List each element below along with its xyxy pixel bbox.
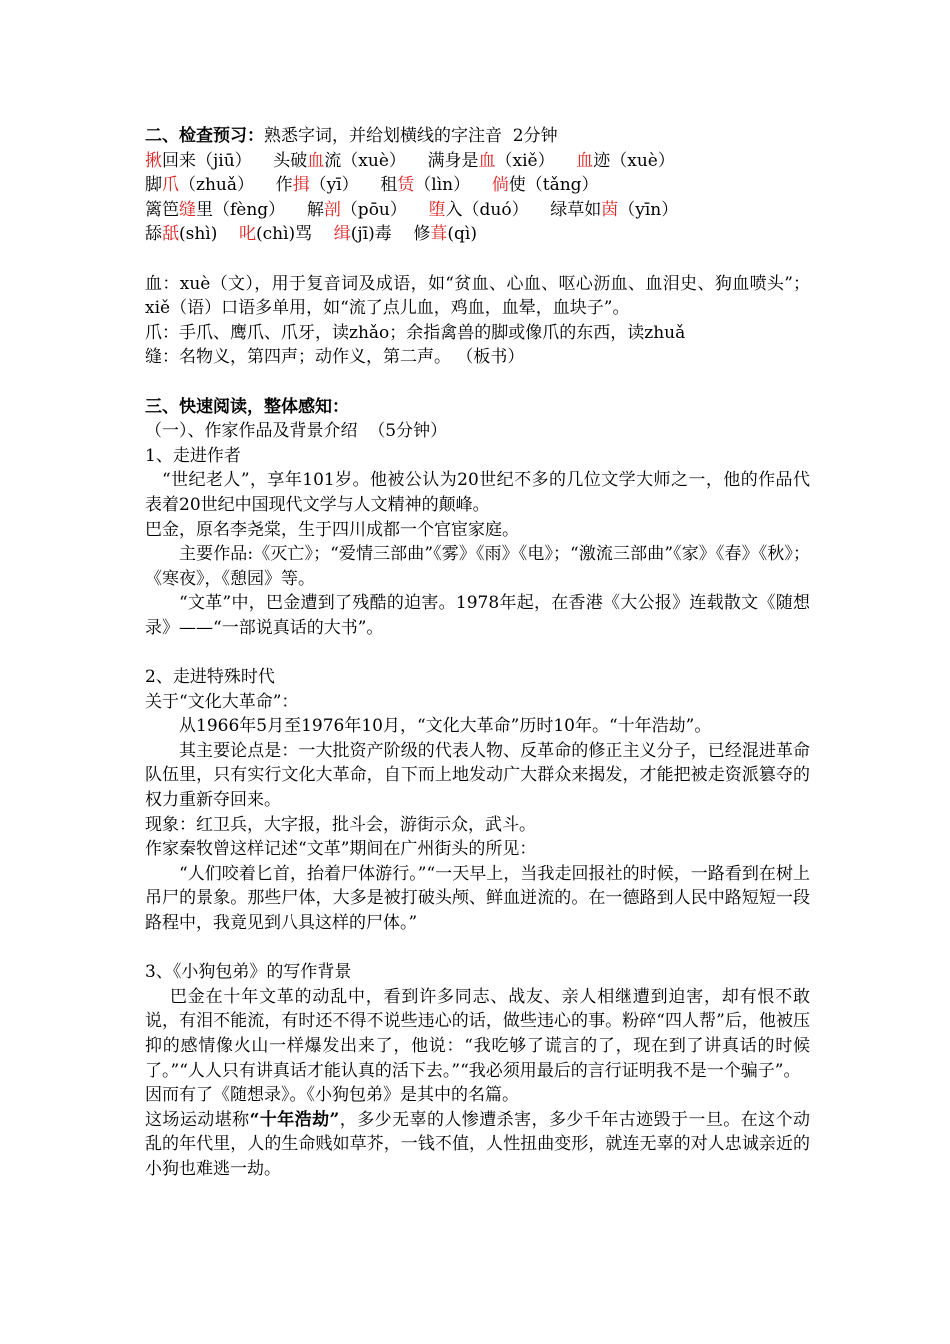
- pinyin-word: [145, 200, 285, 220]
- target-character: 茵: [601, 199, 619, 220]
- word-suffix-with-pinyin: 里（fèng）: [196, 199, 286, 220]
- word-prefix: 作: [275, 175, 293, 196]
- pinyin-word: [276, 175, 359, 195]
- note-xue: 血：xuè（文），用于复音词及成语，如“贫血、心血、呕心沥血、血泪史、狗血喷头”；xiě（语）口语多单用，如“流了点儿血，鸡血，血晕，血块子”。: [145, 273, 810, 319]
- word-suffix-with-pinyin: 迹（xuè）: [593, 150, 675, 171]
- section1-title: 1、走进作者: [145, 445, 241, 466]
- target-character: 葺: [430, 224, 448, 245]
- pinyin-row: [145, 198, 810, 223]
- pinyin-row: [145, 173, 810, 198]
- target-character: 舐: [162, 224, 179, 245]
- section1-para4: “文革”中，巴金遭到了残酷的迫害。1978年起，在香港《大公报》连载散文《随想录》——“一部说真话的大书”。: [145, 593, 810, 638]
- word-suffix-with-pinyin: 回来（jiū）: [162, 150, 252, 171]
- section2-para4: 作家秦牧曾这样记述“文革”期间在广州街头的所见：: [145, 839, 537, 860]
- preview-heading-line: [145, 124, 810, 149]
- section2-quote: “人们咬着匕首，抬着尸体游行。”“一天早上，当我走回报社的时候，一路看到在树上吊尸的景象。那些尸体，大多是被打破头颅、鲜血迸流的。在一德路到人民中路短短一段路程中，我竟见到八具这样的尸体。”: [145, 863, 810, 933]
- pinyin-word: [145, 175, 254, 195]
- word-suffix-with-pinyin: （yīn）: [618, 199, 679, 220]
- pinyin-word: [380, 175, 470, 195]
- pinyin-row: [145, 149, 810, 174]
- word-suffix-with-pinyin: (qì): [447, 224, 477, 245]
- section1-works: 主要作品:《灭亡》；“爱情三部曲”《雾》《雨》《电》；“激流三部曲”《家》《春》《秋》；《寒夜》，《憩园》等。: [145, 544, 810, 589]
- word-suffix-with-pinyin: (jī)毒: [350, 224, 392, 245]
- word-suffix-with-pinyin: （lìn）: [414, 175, 471, 196]
- section3-para3-lead: 这场运动堪称: [145, 1109, 250, 1130]
- pinyin-word: [145, 151, 252, 171]
- section2-title: 2、走进特殊时代: [145, 667, 275, 688]
- word-suffix-with-pinyin: （xiě）: [495, 150, 555, 171]
- section3-para3: [145, 1108, 810, 1182]
- word-prefix: 租: [380, 175, 398, 196]
- target-character: 叱: [239, 224, 256, 245]
- word-prefix: 满身是: [427, 150, 479, 171]
- word-prefix: 舔: [145, 224, 162, 245]
- section3-para3-rest: ，多少无辜的人惨遭杀害，多少千年古迹毁于一旦。在这个动乱的年代里，人的生命贱如草芥，一钱不值，人性扭曲变形，就连无辜的对人忠诚亲近的小狗也难逃一劫。: [145, 1109, 811, 1179]
- pinyin-word: [273, 151, 406, 171]
- pinyin-word: [307, 200, 407, 220]
- preview-instruction: 熟悉字词，并给划横线的字注音 2分钟: [264, 126, 558, 146]
- section2-about: 关于“文化大革命”：: [145, 691, 299, 712]
- pinyin-word: [334, 224, 392, 244]
- note-zhua: 爪：手爪、鹰爪、爪牙，读zhǎo；余指禽兽的脚或像爪的东西，读zhuǎ: [145, 322, 686, 343]
- pinyin-row: [145, 222, 810, 247]
- target-character: 血: [478, 150, 496, 171]
- word-suffix-with-pinyin: 使（tǎng）: [508, 175, 599, 196]
- word-suffix-with-pinyin: (chì)骂: [256, 224, 313, 245]
- section3-para2: 因而有了《随想录》。《小狗包弟》是其中的名篇。: [145, 1085, 519, 1106]
- preview-heading: 二、检查预习：: [145, 126, 264, 146]
- word-suffix-with-pinyin: 入（duó）: [445, 199, 529, 220]
- word-prefix: 脚: [145, 175, 162, 196]
- target-character: 缝: [179, 199, 196, 220]
- pinyin-word: [239, 224, 312, 244]
- section2-para2: 其主要论点是：一大批资产阶级的代表人物、反革命的修正主义分子，已经混进革命队伍里，只有实行文化大革命，自下而上地发动广大群众来揭发，才能把被走资派篡夺的权力重新夺回来。: [145, 740, 810, 811]
- pinyin-word: [576, 151, 675, 171]
- section2-para3: 现象：红卫兵，大字报，批斗会，游街示众，武斗。: [145, 814, 536, 835]
- word-prefix: 篱笆: [145, 199, 179, 220]
- note-feng: 缝：名物义，第四声；动作义，第二声。 （板书）: [145, 347, 525, 368]
- pinyin-word: [429, 200, 529, 220]
- document-page: [145, 124, 810, 1182]
- section2-para1: 从1966年5月至1976年10月，“文化大革命”历时10年。“十年浩劫”。: [179, 716, 712, 737]
- target-character: 揖: [292, 175, 310, 196]
- target-character: 爪: [162, 175, 179, 196]
- pinyin-word: [492, 175, 599, 195]
- word-suffix-with-pinyin: （zhuǎ）: [179, 175, 254, 196]
- section3-para1: 巴金在十年文革的动乱中，看到许多同志、战友、亲人相继遭到迫害，却有恨不敢说，有泪不能流，有时还不得不说些违心的话，做些违心的事。粉碎“四人帮”后，他被压抑的感情像火山一样爆发出来了，他说：“我吃够了谎言的了，现在到了讲真话的时候了。”“人人只有讲真话才能认真的活下去。”“我必须用最后的言行证明我不是一个骗子”。: [145, 986, 810, 1081]
- target-character: 赁: [397, 175, 415, 196]
- target-character: 血: [307, 150, 325, 171]
- word-suffix-with-pinyin: （yī）: [309, 175, 359, 196]
- target-character: 血: [576, 150, 594, 171]
- pinyin-word: [428, 151, 555, 171]
- section1-para2: 巴金，原名李尧棠，生于四川成都一个官宦家庭。: [145, 519, 519, 540]
- target-character: 缉: [333, 224, 351, 245]
- pinyin-word: [413, 224, 477, 244]
- word-suffix-with-pinyin: （pōu）: [340, 199, 407, 220]
- target-character: 倘: [491, 175, 509, 196]
- section1-para1: “世纪老人”，享年101岁。他被公认为20世纪不多的几位文学大师之一，他的作品代表着20世纪中国现代文学与人文精神的颠峰。: [145, 470, 810, 515]
- pinyin-word: [550, 200, 678, 220]
- word-prefix: 解: [306, 199, 324, 220]
- reading-subheading: （一）、作家作品及背景介绍 （5分钟）: [145, 421, 448, 442]
- reading-heading: 三、快速阅读，整体感知：: [145, 396, 349, 417]
- section3-title: 3、《小狗包弟》的写作背景: [145, 962, 352, 983]
- word-suffix-with-pinyin: 流（xuè）: [324, 150, 406, 171]
- pinyin-word: [145, 224, 217, 244]
- word-prefix: 头破: [273, 150, 308, 171]
- pinyin-word-list: [145, 149, 810, 247]
- word-suffix-with-pinyin: (shì): [179, 224, 218, 245]
- word-prefix: 绿草如: [550, 199, 602, 220]
- section3-para3-emphasis: “十年浩劫”: [249, 1109, 340, 1130]
- target-character: 堕: [428, 199, 446, 220]
- word-prefix: 修: [413, 224, 431, 245]
- target-character: 揪: [145, 150, 162, 171]
- target-character: 剖: [323, 199, 341, 220]
